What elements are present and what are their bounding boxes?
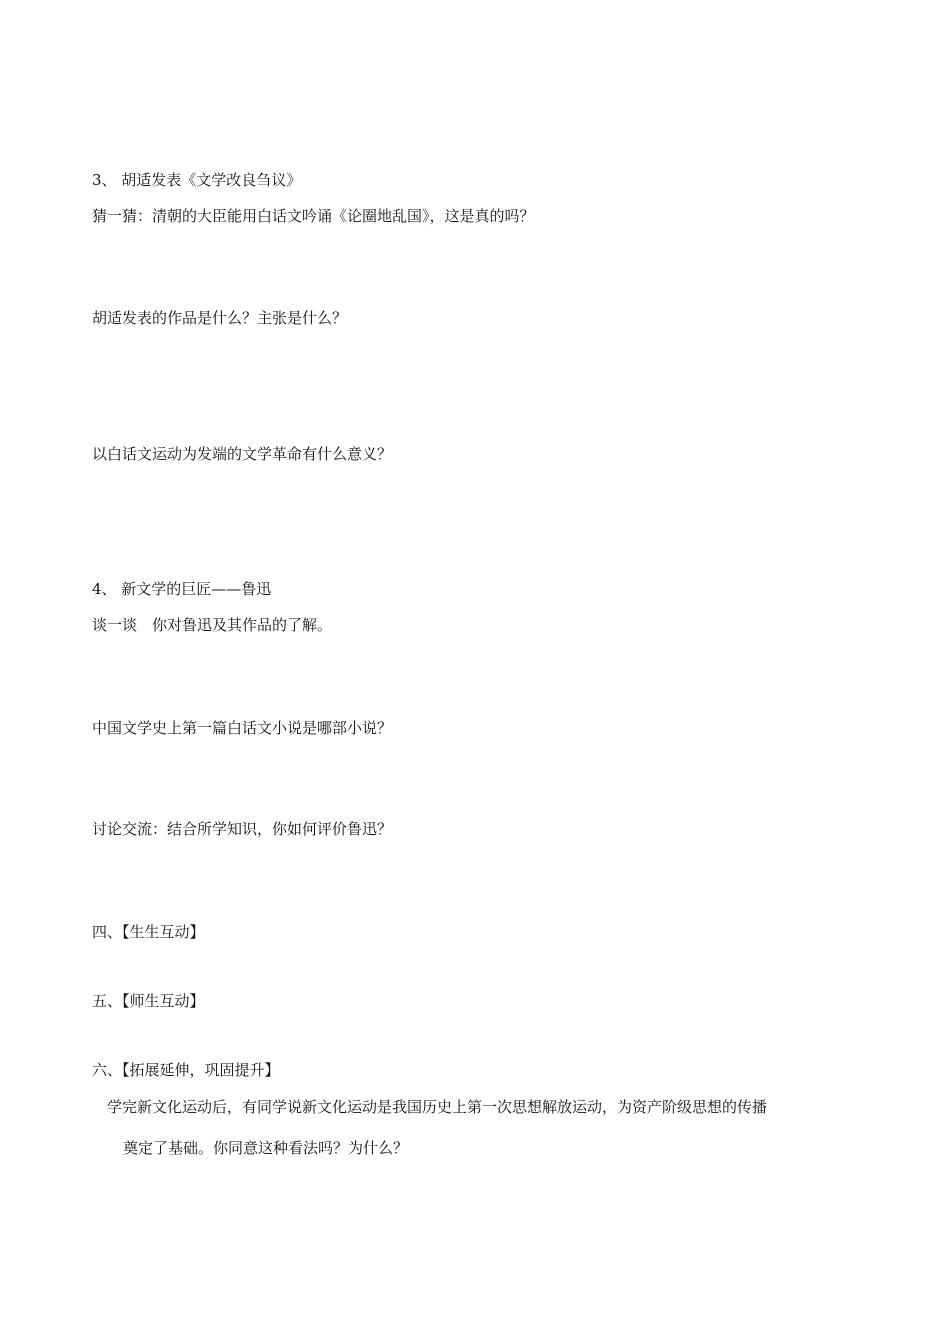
part6-heading: 六、【拓展延伸，巩固提升】 [92, 1061, 280, 1079]
hushi-works-question: 胡适发表的作品是什么？主张是什么？ [92, 309, 348, 327]
literary-revolution-question: 以白话文运动为发端的文学革命有什么意义？ [92, 445, 393, 463]
discussion-prompt: 讨论交流：结合所学知识，你如何评价鲁迅？ [92, 820, 393, 838]
section3-heading: 3、 胡适发表《文学改良刍议》 [92, 171, 302, 189]
talk-prompt: 谈一谈 你对鲁迅及其作品的了解。 [92, 616, 333, 634]
section4-heading: 4、 新文学的巨匠——鲁迅 [92, 580, 272, 598]
part4-heading: 四、【生生互动】 [92, 923, 205, 941]
extension-question-line2: 奠定了基础。你同意这种看法吗？为什么？ [123, 1139, 409, 1157]
extension-question-line1: 学完新文化运动后，有同学说新文化运动是我国历史上第一次思想解放运动，为资产阶级思想的传播 [107, 1098, 768, 1116]
first-novel-question: 中国文学史上第一篇白话文小说是哪部小说？ [92, 719, 393, 737]
part5-heading: 五、【师生互动】 [92, 992, 205, 1010]
guess-question: 猜一猜：清朝的大臣能用白话文吟诵《论圈地乱国》，这是真的吗？ [92, 207, 535, 225]
